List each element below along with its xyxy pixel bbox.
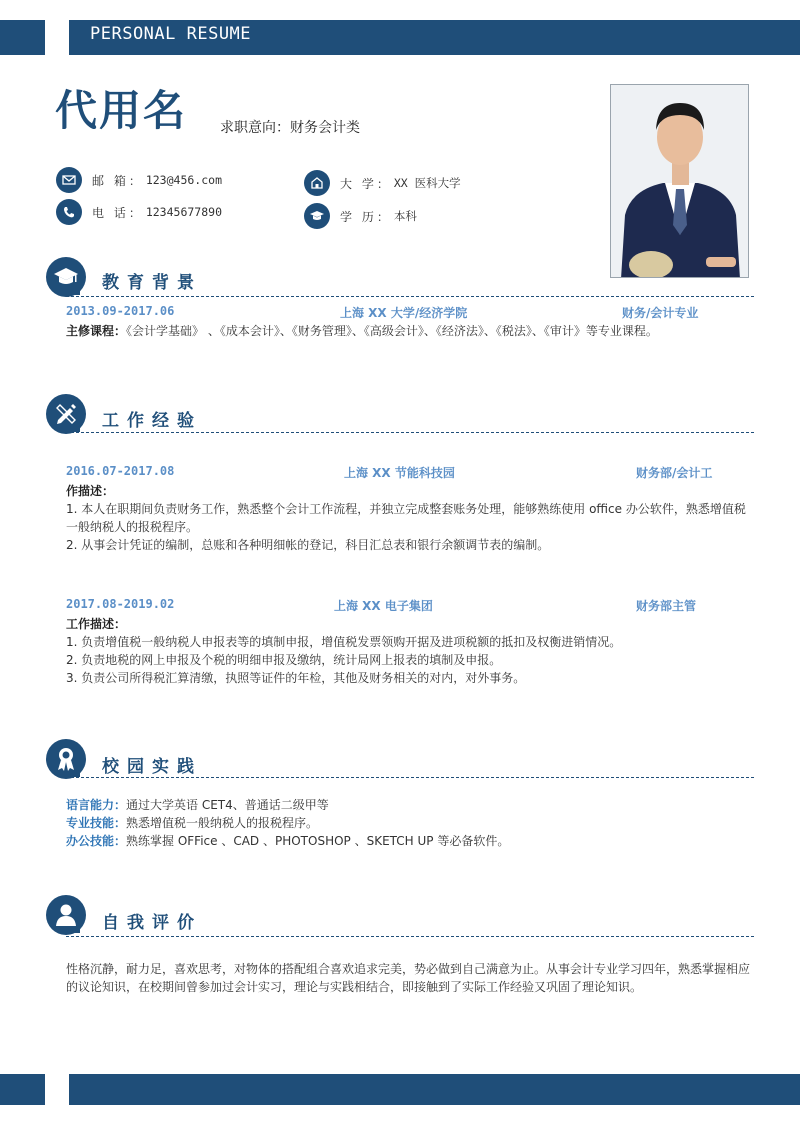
job-desc-label: 工作描述： bbox=[66, 617, 127, 631]
medal-icon bbox=[46, 739, 86, 779]
email-label: 邮 箱： bbox=[92, 173, 144, 188]
campus-item-text: 熟悉增值税一般纳税人的报税程序。 bbox=[126, 816, 319, 830]
bottom-bar-left bbox=[0, 1074, 45, 1105]
candidate-name: 代用名 bbox=[55, 86, 188, 135]
section-title-work: 工作经验 bbox=[102, 411, 202, 431]
phone-icon bbox=[56, 199, 82, 225]
banner-title: PERSONAL RESUME bbox=[90, 24, 252, 44]
section-title-self: 自我评价 bbox=[102, 913, 202, 933]
phone-value: 12345677890 bbox=[145, 205, 222, 219]
profile-photo bbox=[610, 84, 749, 278]
top-bar-left bbox=[0, 20, 45, 55]
degree-label: 学 历： bbox=[340, 209, 392, 224]
campus-item bbox=[66, 832, 746, 850]
campus-item bbox=[66, 796, 746, 814]
section-title-campus: 校园实践 bbox=[102, 757, 202, 777]
job-date: 2016.07-2017.08 bbox=[66, 464, 175, 478]
job-desc-label: 作描述： bbox=[66, 484, 115, 498]
campus-item-label: 语言能力： bbox=[66, 798, 127, 812]
job-intent: 求职意向：财务会计类 bbox=[220, 120, 360, 136]
bottom-bar-right bbox=[69, 1074, 800, 1105]
section-divider bbox=[66, 777, 754, 778]
university-icon bbox=[304, 170, 330, 196]
graduation-cap-icon bbox=[304, 203, 330, 229]
job-desc-item: 2. 从事会计凭证的编制，总账和各种明细帐的登记，科目汇总表和银行余额调节表的编制。 bbox=[66, 538, 550, 552]
section-title-education: 教育背景 bbox=[102, 273, 202, 293]
job-description bbox=[66, 615, 746, 687]
university-row bbox=[304, 170, 461, 196]
education-courses bbox=[66, 322, 746, 340]
campus-item bbox=[66, 814, 746, 832]
phone-label: 电 话： bbox=[92, 205, 144, 220]
envelope-icon bbox=[56, 167, 82, 193]
email-row bbox=[56, 167, 222, 193]
job-company: 上海 XX 电子集团 bbox=[334, 599, 433, 613]
courses-text: 《会计学基础》 、《成本会计》、《财务管理》、《高级会计》、《经济法》、《税法》、《审计》等专业课程。 bbox=[126, 324, 658, 338]
job-role: 财务部主管 bbox=[636, 599, 697, 613]
degree-value: 本科 bbox=[393, 209, 417, 223]
job-desc-item: 1. 本人在职期间负责财务工作，熟悉整个会计工作流程，并独立完成整套账务处理，能够熟练使用 office 办公软件，熟悉增值税一般纳税人的报税程序。 bbox=[66, 502, 746, 534]
phone-row bbox=[56, 199, 222, 225]
education-major: 财务/会计专业 bbox=[622, 306, 699, 320]
job-desc-item: 3. 负责公司所得税汇算清缴，执照等证件的年检，其他及财务相关的对内，对外事务。 bbox=[66, 671, 526, 685]
courses-label: 主修课程： bbox=[66, 324, 127, 338]
job-desc-item: 1. 负责增值税一般纳税人申报表等的填制申报，增值税发票领购开据及进项税额的抵扣及权衡进销情况。 bbox=[66, 635, 622, 649]
job-company: 上海 XX 节能科技园 bbox=[344, 466, 455, 480]
education-date: 2013.09-2017.06 bbox=[66, 304, 175, 318]
job-role: 财务部/会计工 bbox=[636, 466, 713, 480]
section-divider bbox=[66, 432, 754, 433]
job-desc-item: 2. 负责地税的网上申报及个税的明细申报及缴纳，统计局网上报表的填制及申报。 bbox=[66, 653, 502, 667]
section-divider bbox=[66, 936, 754, 937]
person-icon bbox=[46, 895, 86, 935]
education-school: 上海 XX 大学/经济学院 bbox=[340, 306, 468, 320]
campus-item-text: 通过大学英语 CET4、普通话二级甲等 bbox=[126, 798, 329, 812]
email-value: 123@456.com bbox=[145, 173, 222, 187]
job-date: 2017.08-2019.02 bbox=[66, 597, 175, 611]
pencil-ruler-icon bbox=[46, 394, 86, 434]
section-divider bbox=[66, 296, 754, 297]
graduation-cap-icon bbox=[46, 257, 86, 297]
campus-item-label: 专业技能： bbox=[66, 816, 127, 830]
campus-item-label: 办公技能： bbox=[66, 834, 127, 848]
degree-row bbox=[304, 203, 417, 229]
university-label: 大 学： bbox=[340, 176, 392, 191]
campus-item-text: 熟练掌握 OFFice 、CAD 、PHOTOSHOP 、SKETCH UP 等必备软件。 bbox=[126, 834, 510, 848]
self-evaluation-text: 性格沉静，耐力足，喜欢思考，对物体的搭配组合喜欢追求完美，势必做到自己满意为止。从事会计专业学习四年，熟悉掌握相应的议论知识，在校期间曾参加过会计实习，理论与实践相结合，即接触到了实际工作经验又巩固了理论知识。 bbox=[66, 962, 751, 994]
university-value: XX 医科大学 bbox=[393, 176, 461, 190]
job-description bbox=[66, 482, 746, 554]
campus-list bbox=[66, 796, 746, 850]
